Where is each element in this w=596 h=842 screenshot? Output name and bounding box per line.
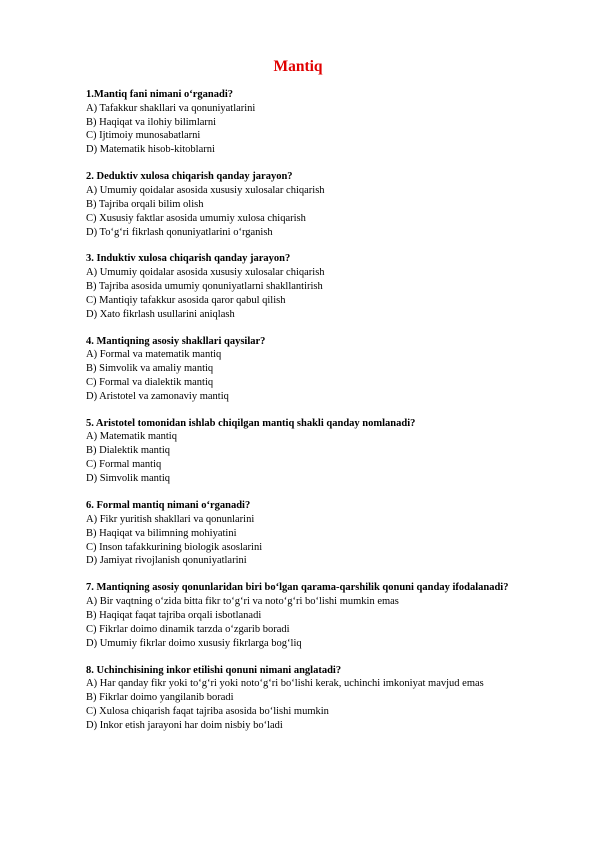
answer-option: C) Formal va dialektik mantiq <box>86 377 214 389</box>
page-title: Mantiq <box>273 58 323 75</box>
answer-option: B) Simvolik va amaliy mantiq <box>86 363 214 375</box>
question-block <box>86 499 556 568</box>
question-block <box>86 581 556 650</box>
answer-option: B) Haqiqat faqat tajriba orqali isbotlanadi <box>86 609 262 621</box>
answer-option: C) Fikrlar doimo dinamik tarzda o‘zgarib boradi <box>86 623 290 635</box>
answer-option: A) Tafakkur shakllari va qonuniyatlarini <box>86 102 256 114</box>
answer-option: D) Matematik hisob-kitoblarni <box>86 144 215 156</box>
answer-option: A) Fikr yuritish shakllari va qonunlarini <box>86 513 255 525</box>
answer-option: D) Xato fikrlash usullarini aniqlash <box>86 308 235 320</box>
question-text: 7. Mantiqning asosiy qonunlaridan biri bo‘lgan qarama-qarshilik qonuni qanday ifodalanadi? <box>86 582 509 594</box>
question-block <box>86 664 556 733</box>
question-block <box>86 335 556 404</box>
question-text: 4. Mantiqning asosiy shakllari qaysilar? <box>86 335 266 347</box>
answer-option: B) Fikrlar doimo yangilanib boradi <box>86 692 234 704</box>
answer-option: A) Bir vaqtning o‘zida bitta fikr to‘g‘ri va noto‘g‘ri bo‘lishi mumkin emas <box>86 595 399 607</box>
answer-option: C) Xulosa chiqarish faqat tajriba asosida bo‘lishi mumkin <box>86 705 329 717</box>
answer-option: C) Inson tafakkurining biologik asoslarini <box>86 541 263 553</box>
answer-option: D) Umumiy fikrlar doimo xususiy fikrlarga bog‘liq <box>86 637 302 649</box>
answer-option: C) Ijtimoiy munosabatlarni <box>86 130 201 142</box>
question-text: 2. Deduktiv xulosa chiqarish qanday jarayon? <box>86 171 293 183</box>
answer-option: D) Aristotel va zamonaviy mantiq <box>86 390 229 402</box>
question-block <box>86 88 556 157</box>
answer-option: A) Umumiy qoidalar asosida xususiy xulosalar chiqarish <box>86 267 325 279</box>
answer-option: A) Matematik mantiq <box>86 431 177 443</box>
answer-option: D) To‘g‘ri fikrlash qonuniyatlarini o‘rganish <box>86 226 273 238</box>
answer-option: C) Formal mantiq <box>86 459 162 471</box>
question-text: 6. Formal mantiq nimani o‘rganadi? <box>86 500 251 512</box>
question-block <box>86 252 556 321</box>
question-text: 8. Uchinchisining inkor etilishi qonuni nimani anglatadi? <box>86 664 342 676</box>
question-text: 5. Aristotel tomonidan ishlab chiqilgan mantiq shakli qanday nomlanadi? <box>86 417 416 429</box>
answer-option: D) Jamiyat rivojlanish qonuniyatlarini <box>86 555 247 567</box>
answer-option: B) Tajriba orqali bilim olish <box>86 198 204 210</box>
answer-option: B) Tajriba asosida umumiy qonuniyatlarni shakllantirish <box>86 280 323 292</box>
answer-option: A) Formal va matematik mantiq <box>86 349 222 361</box>
question-block <box>86 417 556 486</box>
answer-option: A) Har qanday fikr yoki to‘g‘ri yoki noto‘g‘ri bo‘lishi kerak, uchinchi imkoniyat mavjud emas <box>86 678 484 690</box>
question-block <box>86 170 556 239</box>
answer-option: A) Umumiy qoidalar asosida xususiy xulosalar chiqarish <box>86 184 325 196</box>
question-text: 1.Mantiq fani nimani o‘rganadi? <box>86 89 234 100</box>
question-text: 3. Induktiv xulosa chiqarish qanday jarayon? <box>86 253 291 265</box>
answer-option: D) Inkor etish jarayoni har doim nisbiy bo‘ladi <box>86 719 283 731</box>
answer-option: C) Mantiqiy tafakkur asosida qaror qabul qilish <box>86 294 286 306</box>
answer-option: C) Xususiy faktlar asosida umumiy xulosa chiqarish <box>86 212 306 224</box>
answer-option: D) Simvolik mantiq <box>86 473 170 485</box>
answer-option: B) Dialektik mantiq <box>86 445 170 457</box>
answer-option: B) Haqiqat va bilimning mohiyatini <box>86 527 237 539</box>
question-list <box>86 88 556 746</box>
answer-option: B) Haqiqat va ilohiy bilimlarni <box>86 116 217 128</box>
